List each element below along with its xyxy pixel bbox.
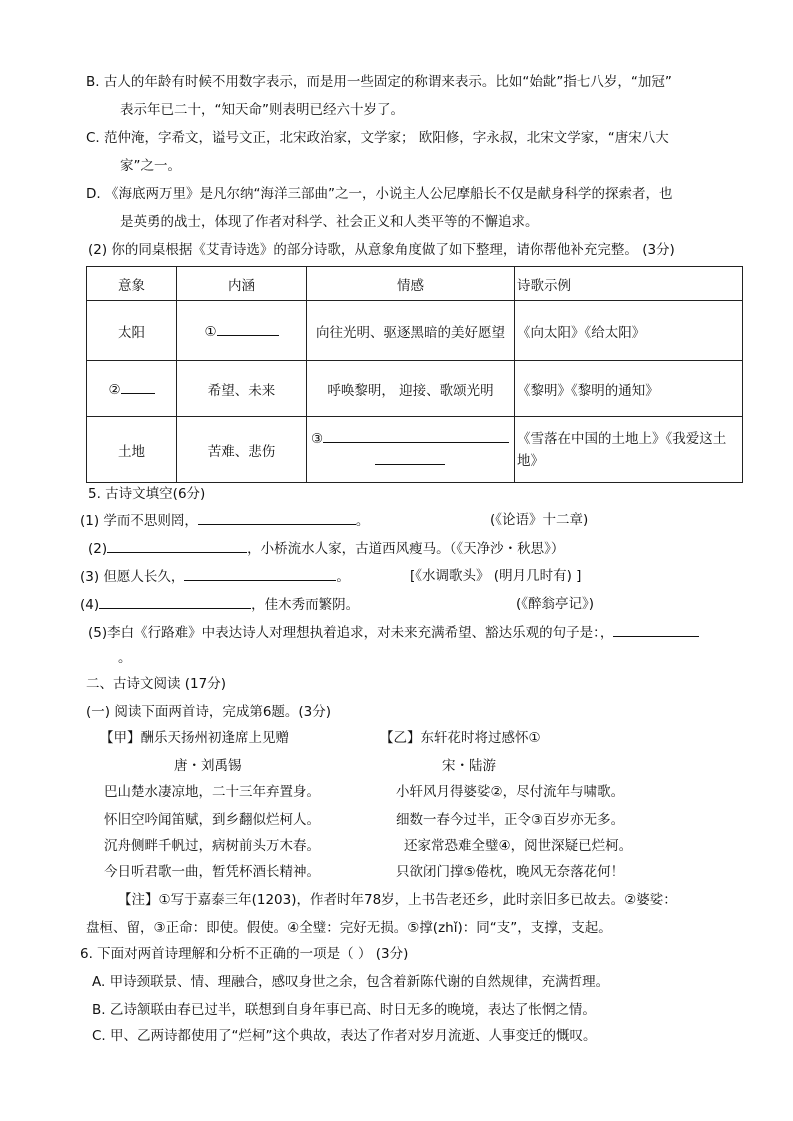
blank-marker: ② [108,382,121,398]
q5-item-3-source: [《水调歌头》 (明月几时有) ] [410,568,582,584]
q4-2-prompt: (2) 你的同桌根据《艾青诗选》的部分诗歌，从意象角度做了如下整理，请你帮他补充完整。 (3分) [88,242,675,258]
poem-b-line: 小轩风月得婆娑②，尽付流年与啸歌。 [396,784,625,800]
option-b-line1: B. 古人的年龄有时候不用数字表示，而是用一些固定的称谓来表示。比如“始龀”指七八岁，“加冠” [86,74,672,90]
table-header-row [87,267,743,301]
q5-blank-5a[interactable] [613,622,699,637]
answer-blank-3a[interactable] [323,428,509,443]
q5-item-2 [88,538,564,559]
q5-item-4 [80,594,359,615]
poem-a-author: 唐・刘禹锡 [174,758,242,774]
cell-example [515,417,743,483]
cell-example: 《黎明》《黎明的通知》 [515,361,743,417]
header-emotion: 情感 [307,267,515,301]
q5-item-3-text: (3) 但愿人长久， [80,569,185,585]
q5-item-5-end: 。 [118,650,132,666]
cell-emotion: 呼唤黎明， 迎接、歌颂光明 [307,361,515,417]
poem-a-line: 今日听君歌一曲，暂凭杯酒长精神。 [104,864,320,880]
option-c-line2: 家”之一。 [120,158,181,174]
cell-meaning: 希望、未来 [177,361,307,417]
header-image: 意象 [87,267,177,301]
blank-marker: ① [204,324,217,340]
table-row [87,417,743,483]
option-b-line2: 表示年已二十，“知天命”则表明已经六十岁了。 [120,102,404,118]
q5-blank-3[interactable] [184,566,336,581]
cell-meaning: 苦难、悲伤 [177,417,307,483]
q5-item-5-text: (5)李白《行路难》中表达诗人对理想执着追求，对未来充满希望、豁达乐观的句子是：， [88,625,614,641]
q5-item-5 [88,622,699,643]
note-line1: 【注】①写于嘉泰三年(1203)，作者时年78岁，上书告老还乡，此时亲旧多已故去。②婆娑： [118,892,677,908]
answer-blank-1[interactable] [217,321,279,336]
q5-item-4-text: (4) [80,597,100,613]
q5-blank-4[interactable] [99,594,251,609]
q6-option-c[interactable]: C. 甲、乙两诗都使用了“烂柯”这个典故，表达了作者对岁月流逝、人事变迁的慨叹。 [92,1028,597,1044]
example-line2: 地》 [517,452,544,469]
section-2-title: 二、古诗文阅读 (17分) [86,676,227,692]
cell-emotion: 向往光明、驱逐黑暗的美好愿望 [307,301,515,361]
q5-item-1-text: (1) 学而不思则罔， [80,513,198,529]
section-2-sub1: (一) 阅读下面两首诗，完成第6题。(3分) [86,704,332,720]
cell-meaning [177,301,307,361]
cell-image: 土地 [87,417,177,483]
cell-emotion [307,417,515,483]
poem-b-line: 只欲闭门撑⑤倦枕，晚风无奈落花何！ [396,864,625,880]
answer-blank-3b[interactable] [375,450,445,465]
q6-option-b[interactable]: B. 乙诗颔联由春已过半，联想到自身年事已高、时日无多的晚境，表达了怅惘之情。 [92,1002,596,1018]
poem-a-line: 巴山楚水凄凉地，二十三年弃置身。 [104,784,320,800]
q6-option-a[interactable]: A. 甲诗颈联景、情、理融合，感叹身世之余，包含着新陈代谢的自然规律，充满哲理。 [92,974,610,990]
q6-stem: 6. 下面对两首诗理解和分析不正确的一项是（ ） (3分) [80,946,409,962]
q5-item-1-source: (《论语》十二章) [490,512,589,528]
q5-item-2-text: (2) [88,541,108,557]
header-example: 诗歌示例 [515,267,743,301]
q5-item-1 [80,510,369,531]
poem-a-line: 怀旧空吟闻笛赋，到乡翻似烂柯人。 [104,812,320,828]
cell-image [87,361,177,417]
q5-blank-1[interactable] [198,510,356,525]
option-c-line1: C. 范仲淹，字希文，谥号文正，北宋政治家，文学家； 欧阳修，字永叔，北宋文学家，“唐宋八大 [86,130,669,146]
table-row [87,301,743,361]
note-line2: 盘桓、留，③正命：即使。假使。④全璧：完好无损。⑤撑(zhǐ)：同“支”，支撑，支起。 [86,920,612,936]
header-meaning: 内涵 [177,267,307,301]
q5-item-4-rest: ，佳木秀而繁阴。 [251,597,360,613]
example-line1: 《雪落在中国的土地上》《我爱这土 [517,430,727,447]
cell-example: 《向太阳》《给太阳》 [515,301,743,361]
q5-blank-2[interactable] [107,538,247,553]
poem-a-title: 【甲】酬乐天扬州初逢席上见赠 [100,730,289,746]
option-d-line1: D. 《海底两万里》是凡尔纳“海洋三部曲”之一，小说主人公尼摩船长不仅是献身科学的探索者，也 [86,186,673,202]
table-row [87,361,743,417]
imagery-table [86,266,743,483]
poem-b-line: 细数一春今过半，正令③百岁亦无多。 [396,812,625,828]
poem-b-title: 【乙】东轩花时将过感怀① [380,730,541,746]
poem-a-line: 沉舟侧畔千帆过，病树前头万木春。 [104,838,320,854]
poem-b-author: 宋・陆游 [442,758,496,774]
q5-item-4-source: (《醉翁亭记》) [516,596,595,612]
poem-b-line: 还家常恐难全璧④，阅世深疑已烂柯。 [404,838,633,854]
cell-image: 太阳 [87,301,177,361]
q5-item-1-end: 。 [355,513,370,529]
q5-title: 5. 古诗文填空(6分) [88,486,206,502]
option-d-line2: 是英勇的战士，体现了作者对科学、社会正义和人类平等的不懈追求。 [120,214,539,230]
blank-marker: ③ [311,430,324,447]
answer-blank-2[interactable] [121,379,155,394]
q5-item-3-end: 。 [336,569,350,585]
q5-item-2-rest: ，小桥流水人家，古道西风瘦马。（《天净沙・秋思》） [247,541,565,557]
q5-item-3 [80,566,350,587]
